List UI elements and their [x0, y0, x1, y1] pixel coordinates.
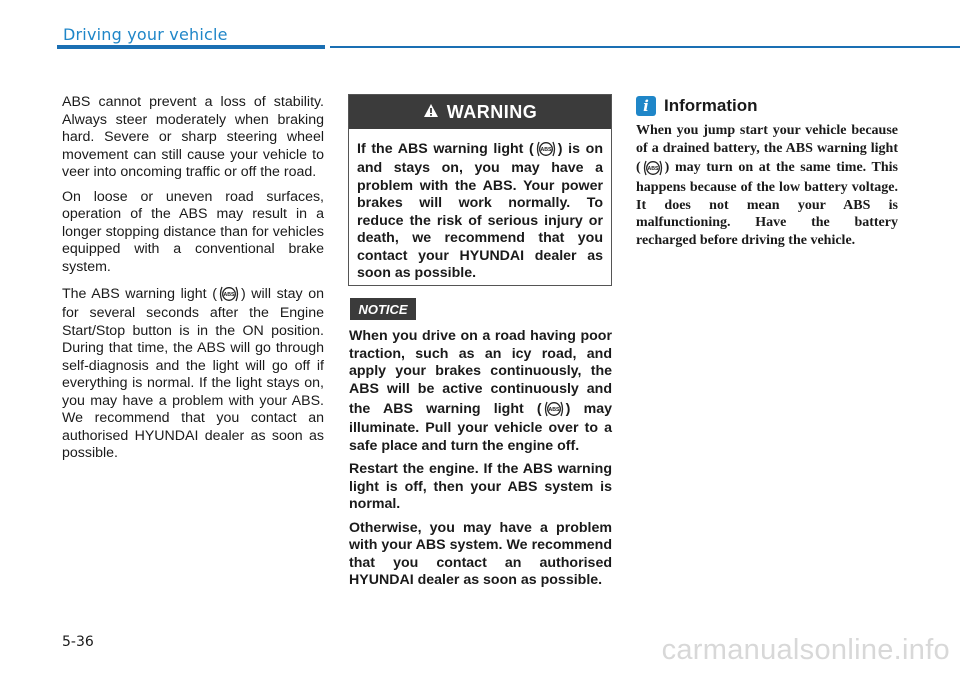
abs-label: ABS — [647, 166, 659, 172]
warning-text — [349, 129, 611, 283]
info-icon: i — [636, 96, 656, 116]
text-fragment: When you drive on a road having poor traction, such as an icy road, and apply your brakes continuously, the ABS will be active continuously and the ABS warning light ( — [349, 328, 612, 417]
text-fragment: ) is on and stays on, you may have a problem with the ABS. Your power brakes will work normally. To reduce the risk of serious injury or death, we recommend that you contact your HYUNDAI dealer as soon as possible. — [357, 140, 603, 281]
text-fragment: When you jump start your vehicle because of a drained battery, the ABS warning light ( — [636, 123, 898, 176]
body-column-1 — [62, 94, 324, 470]
information-header — [636, 96, 758, 116]
warning-triangle-icon — [423, 102, 439, 123]
abs-warning-light-icon — [642, 157, 664, 179]
text-fragment: The ABS warning light ( — [62, 285, 217, 302]
section-title: Driving your vehicle — [63, 25, 228, 44]
text-fragment: If the ABS warning light ( — [357, 140, 534, 157]
text-fragment: ) will stay on for several seconds after the Engine Start/Stop button is in the ON position. During that time, the ABS will go through self-diagnosis and the light will go off if everything is normal. If the light stays on, you may have a problem with your ABS. We recommend that you contact an authorised HYUNDAI dealer as soon as possible. — [62, 285, 324, 461]
abs-label: ABS — [540, 147, 552, 153]
notice-text — [349, 328, 612, 596]
abs-label: ABS — [548, 407, 560, 413]
watermark: carmanualsonline.info — [661, 634, 950, 666]
text-fragment: ) may illuminate. Pull your vehicle over to a safe place and turn the engine off. — [349, 400, 612, 454]
notice-badge: NOTICE — [350, 298, 416, 320]
page-number: 5-36 — [62, 634, 94, 650]
notice-paragraph-3: Otherwise, you may have a problem with your ABS system. We recommend that you contact an authorised HYUNDAI dealer as soon as possible. — [349, 519, 612, 588]
paragraph-abs-stability: ABS cannot prevent a loss of stability. Always steer moderately when braking hard. Severe or sharp steering wheel movement can still cause your vehicle to veer into oncoming traffic or off the road. — [62, 94, 324, 180]
information-title: Information — [664, 96, 758, 115]
abs-warning-light-icon — [535, 138, 557, 160]
abs-warning-light-icon — [218, 283, 240, 305]
paragraph-abs-warning-light — [62, 283, 324, 463]
abs-warning-light-icon — [543, 398, 565, 420]
header-rule-thick — [57, 45, 325, 49]
abs-label: ABS — [223, 292, 235, 298]
information-text — [636, 122, 898, 249]
notice-paragraph-2: Restart the engine. If the ABS warning light is off, then your ABS system is normal. — [349, 461, 612, 512]
warning-header — [349, 95, 611, 129]
header-rule-thin — [330, 46, 960, 48]
notice-paragraph-1 — [349, 328, 612, 455]
warning-title: WARNING — [446, 101, 538, 122]
warning-box — [348, 94, 612, 286]
text-fragment: ) may turn on at the same time. This happens because of the low battery voltage. It does not mean your ABS is malfunctioning. Have the battery recharged before driving the vehicle. — [636, 160, 898, 248]
paragraph-loose-surfaces: On loose or uneven road surfaces, operation of the ABS may result in a longer stopping distance than for vehicles equipped with a conventional brake system. — [62, 188, 324, 275]
